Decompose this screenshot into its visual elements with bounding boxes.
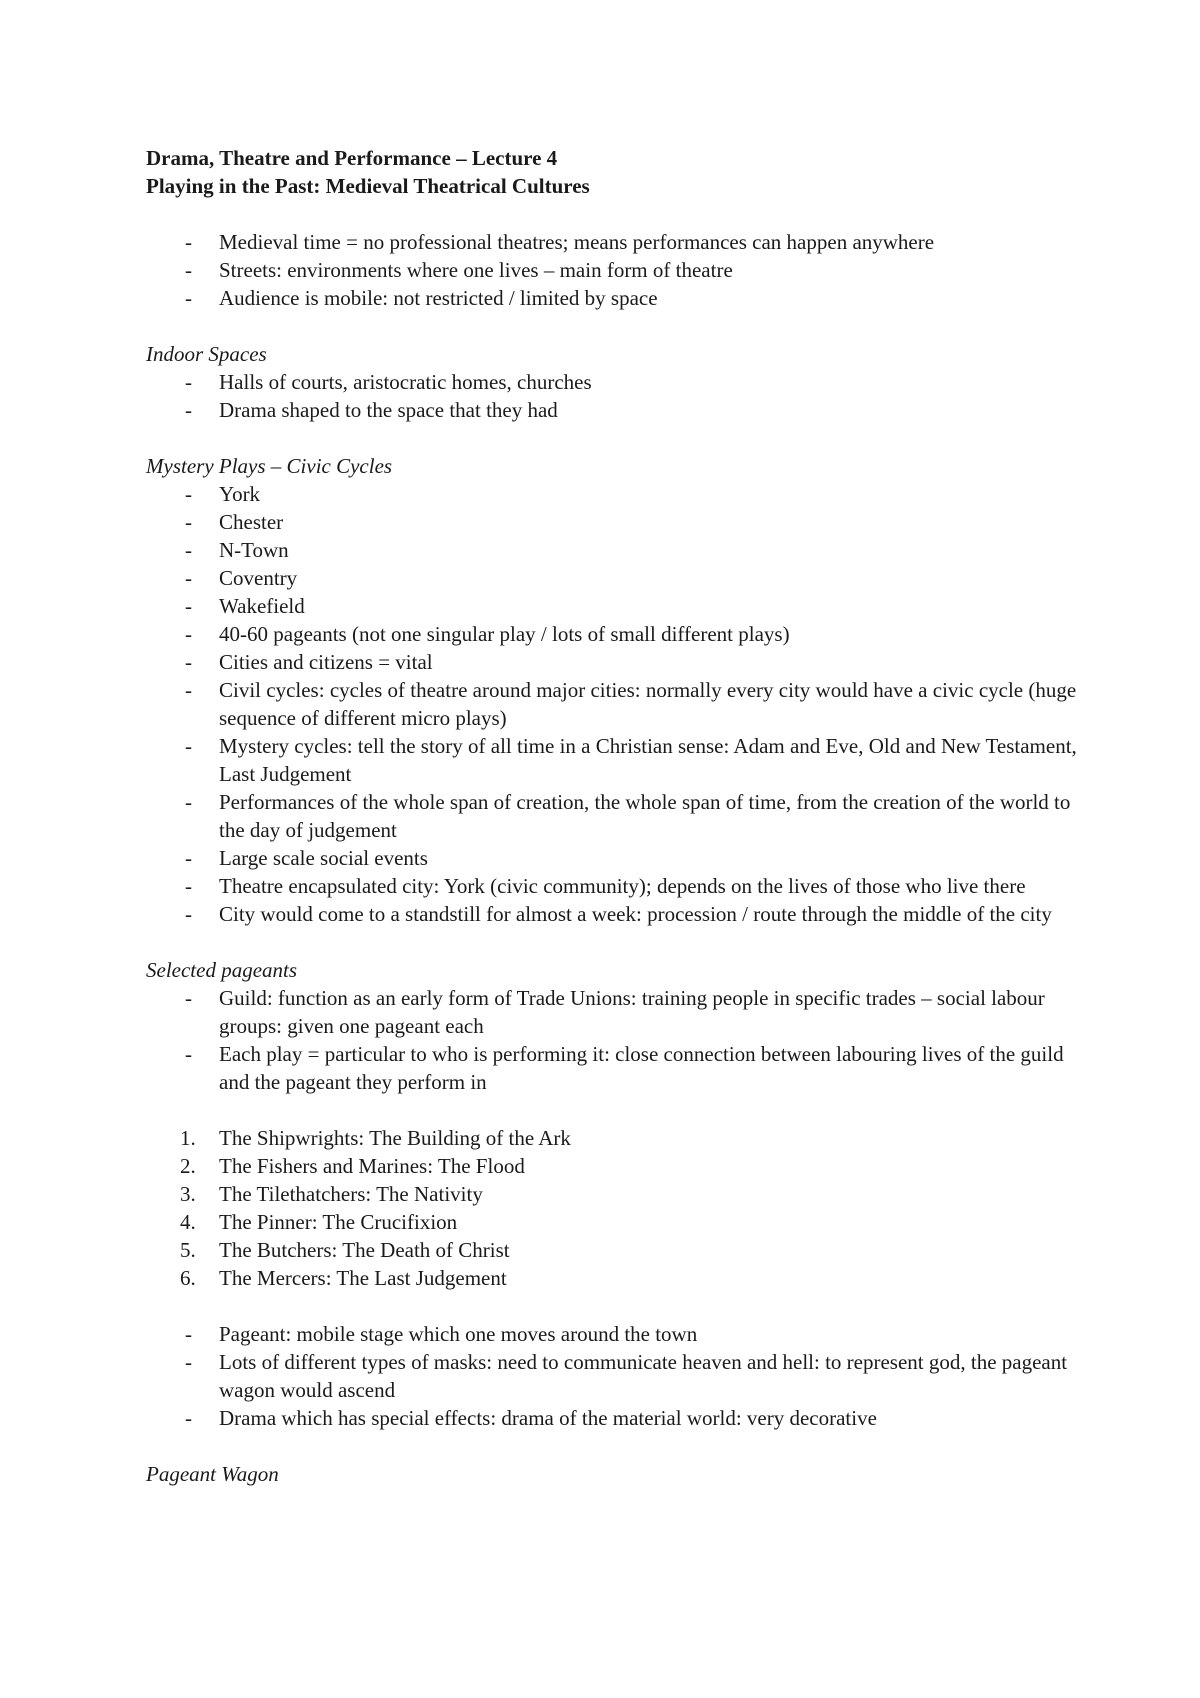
list-item: - Drama which has special effects: drama of the material world: very decorative [146, 1404, 1086, 1432]
numbered-item [146, 1264, 1086, 1292]
indoor-list [146, 368, 1086, 424]
item-text: The Tilethatchers: The Nativity [219, 1182, 483, 1206]
list-item: - Audience is mobile: not restricted / limited by space [146, 284, 1086, 312]
spacer [146, 424, 1086, 452]
item-number: 5. [180, 1238, 196, 1262]
list-item: - Theatre encapsulated city: York (civic community); depends on the lives of those who live there [146, 872, 1086, 900]
list-item: - Halls of courts, aristocratic homes, churches [146, 368, 1086, 396]
list-item: - Pageant: mobile stage which one moves around the town [146, 1320, 1086, 1348]
selected-list [146, 984, 1086, 1096]
pageant-notes-list [146, 1320, 1086, 1432]
intro-list [146, 228, 1086, 312]
list-item: - Wakefield [146, 592, 1086, 620]
item-number: 6. [180, 1266, 196, 1290]
list-item: - Each play = particular to who is performing it: close connection between labouring lives of the guild and the pageant they perform in [146, 1040, 1086, 1096]
spacer [146, 928, 1086, 956]
item-text: The Shipwrights: The Building of the Ark [219, 1126, 571, 1150]
pageant-numbered-list [146, 1124, 1086, 1292]
item-number: 4. [180, 1210, 196, 1234]
list-item: - Medieval time = no professional theatres; means performances can happen anywhere [146, 228, 1086, 256]
list-item: - Chester [146, 508, 1086, 536]
spacer [146, 1292, 1086, 1320]
list-item: - York [146, 480, 1086, 508]
item-text: The Fishers and Marines: The Flood [219, 1154, 525, 1178]
numbered-item [146, 1124, 1086, 1152]
numbered-item [146, 1180, 1086, 1208]
list-item: - Mystery cycles: tell the story of all time in a Christian sense: Adam and Eve, Old and New Testament, Last Judgement [146, 732, 1086, 788]
list-item: - Coventry [146, 564, 1086, 592]
numbered-item [146, 1152, 1086, 1180]
section-heading-selected: Selected pageants [146, 958, 298, 982]
lecture-subtitle: Playing in the Past: Medieval Theatrical Cultures [146, 174, 590, 198]
numbered-item [146, 1208, 1086, 1236]
list-item: - Drama shaped to the space that they had [146, 396, 1086, 424]
list-item: - Performances of the whole span of creation, the whole span of time, from the creation of the world to the day of judgement [146, 788, 1086, 844]
list-item: - Large scale social events [146, 844, 1086, 872]
spacer [146, 1432, 1086, 1460]
list-item: - 40-60 pageants (not one singular play / lots of small different plays) [146, 620, 1086, 648]
list-item: - Streets: environments where one lives – main form of theatre [146, 256, 1086, 284]
item-text: The Butchers: The Death of Christ [219, 1238, 510, 1262]
list-item: - N-Town [146, 536, 1086, 564]
spacer [146, 312, 1086, 340]
section-heading-mystery: Mystery Plays – Civic Cycles [146, 454, 393, 478]
section-heading-wagon: Pageant Wagon [146, 1462, 279, 1486]
numbered-item [146, 1236, 1086, 1264]
item-number: 1. [180, 1126, 196, 1150]
item-text: The Mercers: The Last Judgement [219, 1266, 507, 1290]
list-item: - Cities and citizens = vital [146, 648, 1086, 676]
lecture-title: Drama, Theatre and Performance – Lecture 4 [146, 146, 558, 170]
mystery-list [146, 480, 1086, 928]
item-number: 2. [180, 1154, 196, 1178]
section-heading-indoor: Indoor Spaces [146, 342, 267, 366]
spacer [146, 1096, 1086, 1124]
list-item: - Guild: function as an early form of Trade Unions: training people in specific trades – social labour groups: given one pageant each [146, 984, 1086, 1040]
item-number: 3. [180, 1182, 196, 1206]
item-text: The Pinner: The Crucifixion [219, 1210, 458, 1234]
document-body [146, 144, 1086, 1488]
spacer [146, 200, 1086, 228]
list-item: - City would come to a standstill for almost a week: procession / route through the middle of the city [146, 900, 1086, 928]
list-item: - Lots of different types of masks: need to communicate heaven and hell: to represent god, the pageant wagon would ascend [146, 1348, 1086, 1404]
list-item: - Civil cycles: cycles of theatre around major cities: normally every city would have a civic cycle (huge sequence of different micro plays) [146, 676, 1086, 732]
